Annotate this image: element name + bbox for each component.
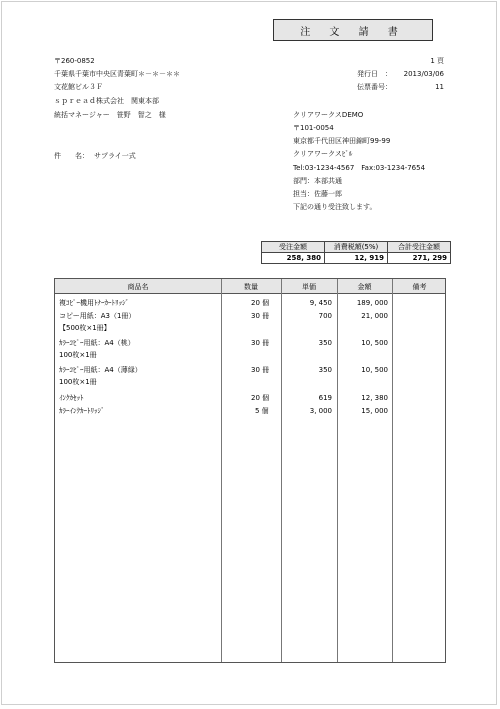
summary-header-order-amount: 受注金額 — [262, 242, 325, 253]
item-name: ｲﾝｸｶｾｯﾄ — [59, 394, 84, 402]
issuer-address: 東京都千代田区神田錦町99-99 — [293, 137, 391, 145]
item-amount: 10, 500 — [361, 339, 388, 347]
col-header-price: 単価 — [302, 283, 316, 291]
col-divider — [392, 279, 393, 662]
item-amount: 21, 000 — [361, 312, 388, 320]
summary-order-amount: 258, 380 — [262, 253, 325, 264]
item-name: ｶﾗｰｺﾋﾟｰ用紙：A4（桃） — [59, 339, 135, 347]
summary-tax: 12, 919 — [325, 253, 388, 264]
customer-address1: 千葉県千葉市中央区青葉町＊－＊－＊＊ — [54, 70, 180, 78]
col-header-product: 商品名 — [127, 283, 149, 291]
item-amount: 10, 500 — [361, 366, 388, 374]
item-name-detail: 【500枚×1冊】 — [59, 324, 111, 332]
item-amount: 12, 380 — [361, 394, 388, 402]
document-title: 注 文 請 書 — [273, 19, 433, 41]
items-table-header — [55, 279, 445, 294]
issuer-staff: 担当：佐藤一郎 — [293, 190, 342, 198]
item-name-detail: 100枚×1冊 — [59, 351, 97, 359]
slip-number-value: 11 — [435, 83, 444, 91]
customer-address2: 文花館ビル３Ｆ — [54, 83, 103, 91]
customer-company: ｓｐｒｅａｄ株式会社 関東本部 — [54, 97, 159, 105]
item-name-detail: 100枚×1冊 — [59, 378, 97, 386]
item-price: 9, 450 — [309, 299, 332, 307]
item-price: 3, 000 — [309, 407, 332, 415]
issuer-name: クリアワークスDEMO — [293, 111, 364, 119]
subject-value: サプライ一式 — [94, 152, 136, 160]
summary-header-tax: 消費税額(5%) — [325, 242, 388, 253]
item-qty: 20 個 — [251, 299, 270, 307]
item-qty: 5 個 — [255, 407, 269, 415]
summary-header-total: 合計受注金額 — [388, 242, 451, 253]
subject-label: 件 名： — [54, 152, 89, 160]
issuer-tel-fax: Tel:03-1234-4567 Fax:03-1234-7654 — [293, 164, 426, 172]
slip-number-label: 伝票番号： — [357, 83, 392, 91]
item-qty: 30 冊 — [251, 339, 270, 347]
item-qty: 30 冊 — [251, 312, 270, 320]
col-divider — [221, 279, 222, 662]
customer-postal: 〒260-0852 — [54, 57, 95, 65]
item-name: コピー用紙：A3（1冊） — [59, 312, 136, 320]
item-amount: 15, 000 — [361, 407, 388, 415]
item-name: ｶﾗｰｲﾝｸｶｰﾄﾘｯｼﾞ — [59, 407, 105, 415]
item-name: ｶﾗｰｺﾋﾟｰ用紙：A4（薄緑） — [59, 366, 142, 374]
order-document — [1, 1, 497, 705]
col-divider — [337, 279, 338, 662]
issue-date-label: 発行日 ： — [357, 70, 392, 78]
summary-total: 271, 299 — [388, 253, 451, 264]
items-table — [54, 278, 446, 663]
item-name: 複ｺﾋﾟｰ機用ﾄﾅｰｶｰﾄﾘｯｼﾞ — [59, 299, 129, 307]
item-amount: 189, 000 — [356, 299, 388, 307]
item-price: 350 — [318, 339, 332, 347]
summary-table — [261, 241, 451, 264]
issue-date-value: 2013/03/06 — [403, 70, 444, 78]
item-price: 619 — [318, 394, 332, 402]
item-qty: 30 冊 — [251, 366, 270, 374]
col-header-remarks: 備考 — [412, 283, 427, 291]
item-price: 350 — [318, 366, 332, 374]
issuer-building: クリアワークスﾋﾞﾙ — [293, 150, 353, 158]
issuer-note: 下記の通り受注致します。 — [293, 203, 377, 211]
issuer-dept: 部門：本部共通 — [293, 177, 342, 185]
page-number: 1 頁 — [430, 57, 444, 65]
item-qty: 20 個 — [251, 394, 270, 402]
item-price: 700 — [318, 312, 332, 320]
customer-person: 統括マネージャー 笹野 智之 様 — [54, 111, 166, 119]
col-header-amount: 金額 — [357, 283, 372, 291]
issuer-postal: 〒101-0054 — [293, 124, 334, 132]
col-divider — [281, 279, 282, 662]
col-header-qty: 数量 — [244, 283, 258, 291]
